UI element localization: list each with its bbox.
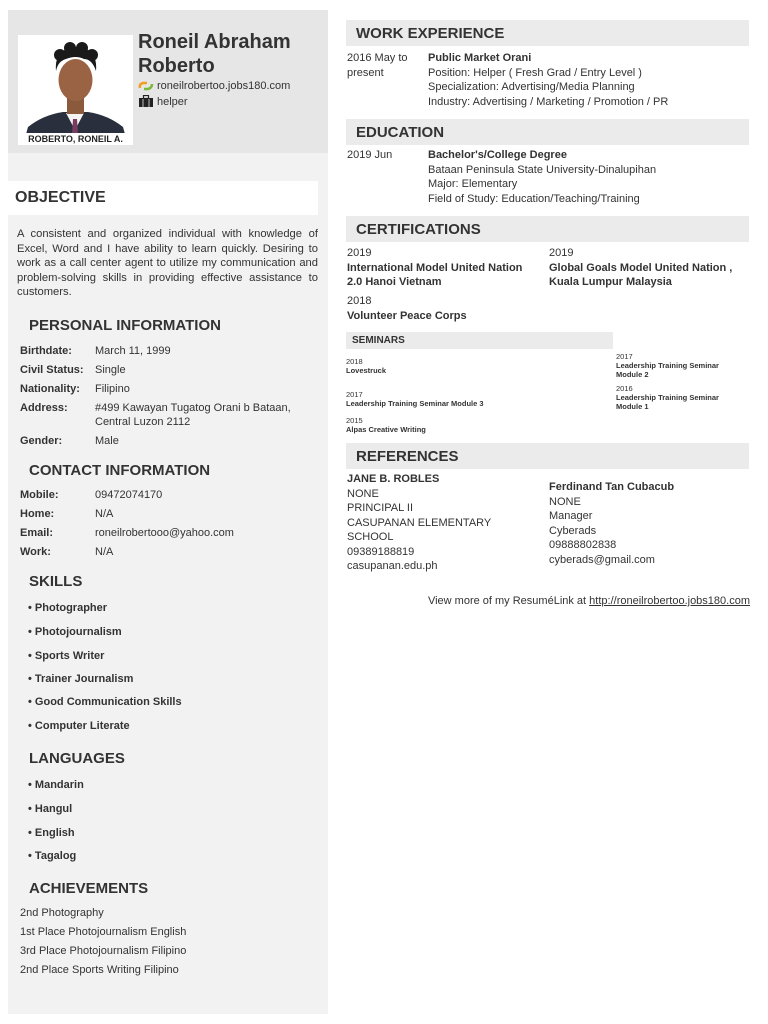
certification-item: 2019 International Model United Nation 2.0 Hanoi Vietnam	[347, 247, 523, 288]
personal-value: March 11, 1999	[95, 345, 171, 357]
left-column	[8, 10, 328, 1014]
personal-value: #499 Kawayan Tugatog Orani b Bataan, Central Luzon 2112	[95, 402, 291, 428]
skills-title: SKILLS	[29, 573, 83, 590]
skill-item: • Sports Writer	[28, 650, 105, 662]
work-experience-title: WORK EXPERIENCE	[356, 25, 505, 42]
objective-title: OBJECTIVE	[15, 189, 106, 206]
skill-item: • Good Communication Skills	[28, 696, 182, 708]
resumelink-url[interactable]: http://roneilrobertoo.jobs180.com	[589, 595, 750, 607]
footer-resumelink	[346, 594, 750, 609]
reference-item: Ferdinand Tan Cubacub NONE Manager Cyberads 09888802838 cyberads@gmail.com	[549, 480, 749, 567]
achievement-item: 2nd Place Sports Writing Filipino	[20, 964, 179, 976]
photo-caption: ROBERTO, RONEIL A.	[18, 133, 133, 145]
objective-header	[8, 181, 318, 215]
languages-title: LANGUAGES	[29, 750, 125, 767]
education-field: Field of Study: Education/Teaching/Training	[428, 192, 640, 205]
education-major: Major: Elementary	[428, 178, 518, 190]
skill-item: • Photojournalism	[28, 626, 122, 638]
language-item: • English	[28, 827, 75, 839]
contact-value: N/A	[95, 546, 114, 558]
skill-item: • Computer Literate	[28, 720, 130, 732]
profile-link[interactable]: roneilrobertoo.jobs180.com	[157, 80, 291, 92]
work-company: Public Market Orani	[428, 52, 532, 64]
language-item: • Tagalog	[28, 850, 77, 862]
seminar-item: 2016 Leadership Training Seminar Module 1	[616, 384, 719, 411]
achievement-item: 2nd Photography	[20, 907, 104, 919]
contact-value: 09472074170	[95, 489, 163, 501]
contact-label: Work:	[20, 546, 51, 558]
personal-label: Gender:	[20, 435, 63, 447]
education-header	[346, 119, 749, 145]
personal-value: Filipino	[95, 383, 130, 395]
work-experience-header	[346, 20, 749, 46]
education-school: Bataan Peninsula State University-Dinalupihan	[428, 163, 657, 176]
profile-role: helper	[157, 95, 188, 108]
achievement-item: 3rd Place Photojournalism Filipino	[20, 945, 187, 957]
references-title: REFERENCES	[356, 448, 459, 465]
profile-link-row[interactable]	[138, 80, 290, 92]
certifications-title: CERTIFICATIONS	[356, 221, 481, 238]
objective-text: A consistent and organized individual with knowledge of Excel, Word and I have ability to learn quickly. Desiring to work as a call center agent to utilize my communication and problem-solving skills in providing effective assistance to customers.	[17, 228, 318, 298]
contact-email[interactable]: roneilrobertooo@yahoo.com	[95, 527, 234, 539]
reference-name: Ferdinand Tan Cubacub	[549, 481, 675, 493]
contact-label: Mobile:	[20, 489, 59, 501]
personal-label: Civil Status:	[20, 364, 84, 376]
seminar-item: 2017 Leadership Training Seminar Module 2	[616, 352, 719, 379]
briefcase-icon	[138, 95, 154, 108]
skill-item: • Trainer Journalism	[28, 673, 134, 685]
profile-role-row	[138, 95, 188, 108]
footer-text: View more of my ResuméLink at	[427, 595, 587, 607]
certification-item: 2018 Volunteer Peace Corps	[347, 295, 467, 322]
profile-header	[8, 10, 328, 153]
references-header	[346, 443, 749, 469]
candidate-name	[138, 30, 323, 78]
work-date: 2016 May to present	[347, 52, 408, 79]
work-details	[428, 51, 748, 109]
seminar-item: 2015 Alpas Creative Writing	[346, 416, 426, 434]
certifications-header	[346, 216, 749, 242]
contact-label: Home:	[20, 508, 55, 520]
education-details	[428, 148, 748, 206]
name-line-1: Roneil Abraham	[138, 31, 291, 53]
person-photo-icon	[18, 35, 133, 145]
profile-photo	[18, 35, 133, 145]
personal-value: Male	[95, 435, 119, 447]
work-industry: Industry: Advertising / Marketing / Promotion / PR	[428, 95, 669, 108]
work-position: Position: Helper ( Fresh Grad / Entry Level )	[428, 66, 642, 79]
education-title: EDUCATION	[356, 124, 445, 141]
personal-info-title: PERSONAL INFORMATION	[29, 317, 221, 334]
link-icon	[138, 80, 154, 92]
reference-name: JANE B. ROBLES	[347, 473, 440, 485]
seminars-title: SEMINARS	[352, 335, 405, 346]
achievements-title: ACHIEVEMENTS	[29, 880, 149, 897]
education-degree: Bachelor's/College Degree	[428, 149, 567, 161]
contact-value: N/A	[95, 508, 114, 520]
contact-info-title: CONTACT INFORMATION	[29, 462, 211, 479]
contact-label: Email:	[20, 527, 54, 539]
skill-item: • Photographer	[28, 602, 108, 614]
education-date: 2019 Jun	[347, 149, 393, 161]
language-item: • Hangul	[28, 803, 73, 815]
language-item: • Mandarin	[28, 779, 84, 791]
work-specialization: Specialization: Advertising/Media Planning	[428, 81, 635, 93]
seminar-item: 2017 Leadership Training Seminar Module 3	[346, 390, 484, 408]
name-line-2: Roberto	[138, 55, 215, 77]
personal-label: Birthdate:	[20, 345, 72, 357]
personal-label: Address:	[20, 402, 68, 414]
personal-value: Single	[95, 364, 126, 376]
achievement-item: 1st Place Photojournalism English	[20, 926, 187, 938]
seminars-header	[346, 332, 613, 349]
seminar-item: 2018 Lovestruck	[346, 357, 387, 375]
reference-item: JANE B. ROBLES NONE PRINCIPAL II CASUPANAN ELEMENTARY SCHOOL 09389188819 casupanan.edu.ph	[347, 472, 542, 574]
personal-label: Nationality:	[20, 383, 80, 395]
certification-item: 2019 Global Goals Model United Nation , Kuala Lumpur Malaysia	[549, 247, 733, 288]
